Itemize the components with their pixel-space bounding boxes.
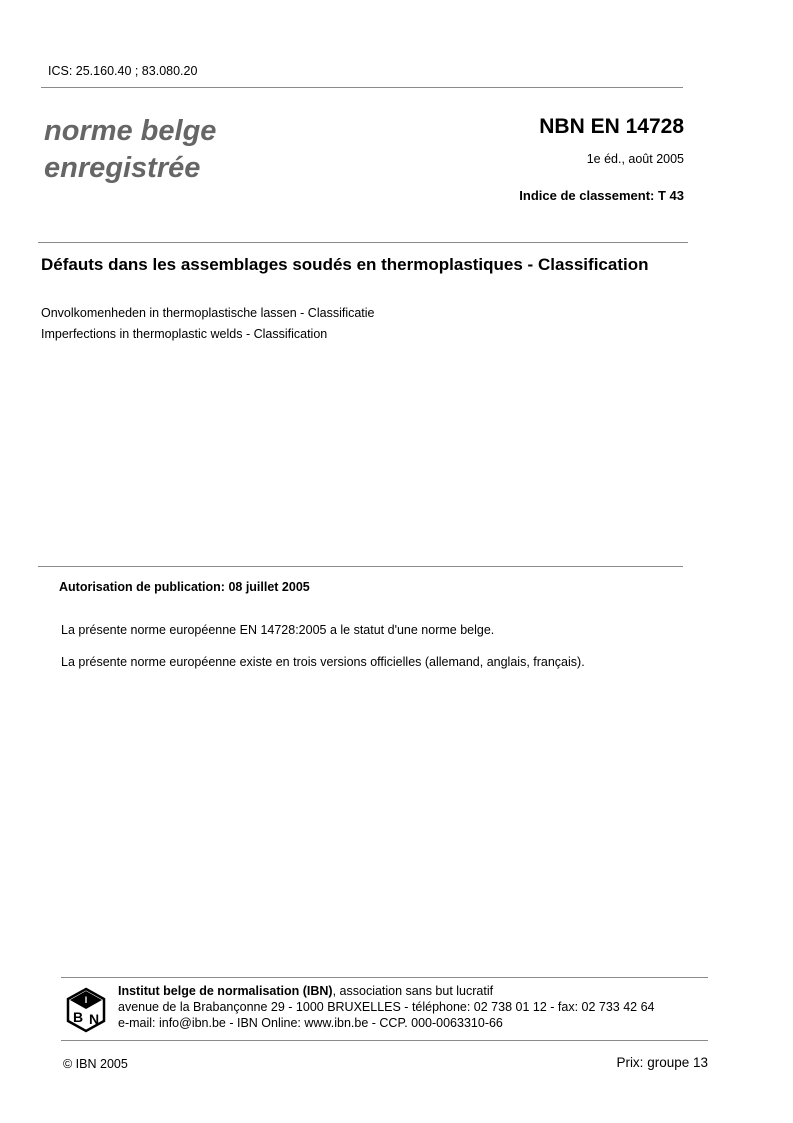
price-group: Prix: groupe 13	[616, 1055, 708, 1070]
organization-name: Institut belge de normalisation (IBN)	[118, 984, 333, 998]
footer-top-divider	[61, 977, 708, 978]
versions-statement: La présente norme européenne existe en trois versions officielles (allemand, anglais, français).	[61, 655, 585, 669]
organization-info	[118, 983, 655, 1031]
svg-text:N: N	[88, 1011, 100, 1027]
organization-contact: e-mail: info@ibn.be - IBN Online: www.ibn.be - CCP. 000-0063310-66	[118, 1016, 503, 1030]
copyright: © IBN 2005	[63, 1057, 128, 1071]
organization-type: , association sans but lucratif	[332, 984, 494, 998]
title-top-divider	[38, 242, 688, 243]
organization-line	[118, 983, 655, 999]
organization-address: avenue de la Brabançonne 29 - 1000 BRUXELLES - téléphone: 02 738 01 12 - fax: 02 733 42 64	[118, 1000, 655, 1014]
title-french: Défauts dans les assemblages soudés en thermoplastiques - Classification	[41, 255, 649, 274]
tagline-line-2: enregistrée	[44, 152, 201, 184]
title-bottom-divider	[38, 566, 683, 567]
header-divider	[41, 87, 683, 88]
standard-number: NBN EN 14728	[539, 115, 684, 138]
ics-code: ICS: 25.160.40 ; 83.080.20	[48, 64, 198, 78]
svg-text:B: B	[72, 1009, 84, 1025]
title-dutch: Onvolkomenheden in thermoplastische lassen - Classificatie	[41, 306, 375, 320]
tagline-line-1: norme belge	[44, 115, 217, 147]
svg-text:I: I	[84, 995, 88, 1005]
footer-bottom-divider	[61, 1040, 708, 1041]
edition-date: 1e éd., août 2005	[586, 152, 684, 166]
classification-index: Indice de classement: T 43	[519, 188, 684, 203]
tagline	[44, 113, 216, 187]
publication-authorization: Autorisation de publication: 08 juillet 2005	[59, 580, 310, 594]
title-english: Imperfections in thermoplastic welds - Classification	[41, 327, 328, 341]
ibn-logo-icon	[66, 987, 106, 1033]
status-statement: La présente norme européenne EN 14728:2005 a le statut d'une norme belge.	[61, 623, 495, 637]
